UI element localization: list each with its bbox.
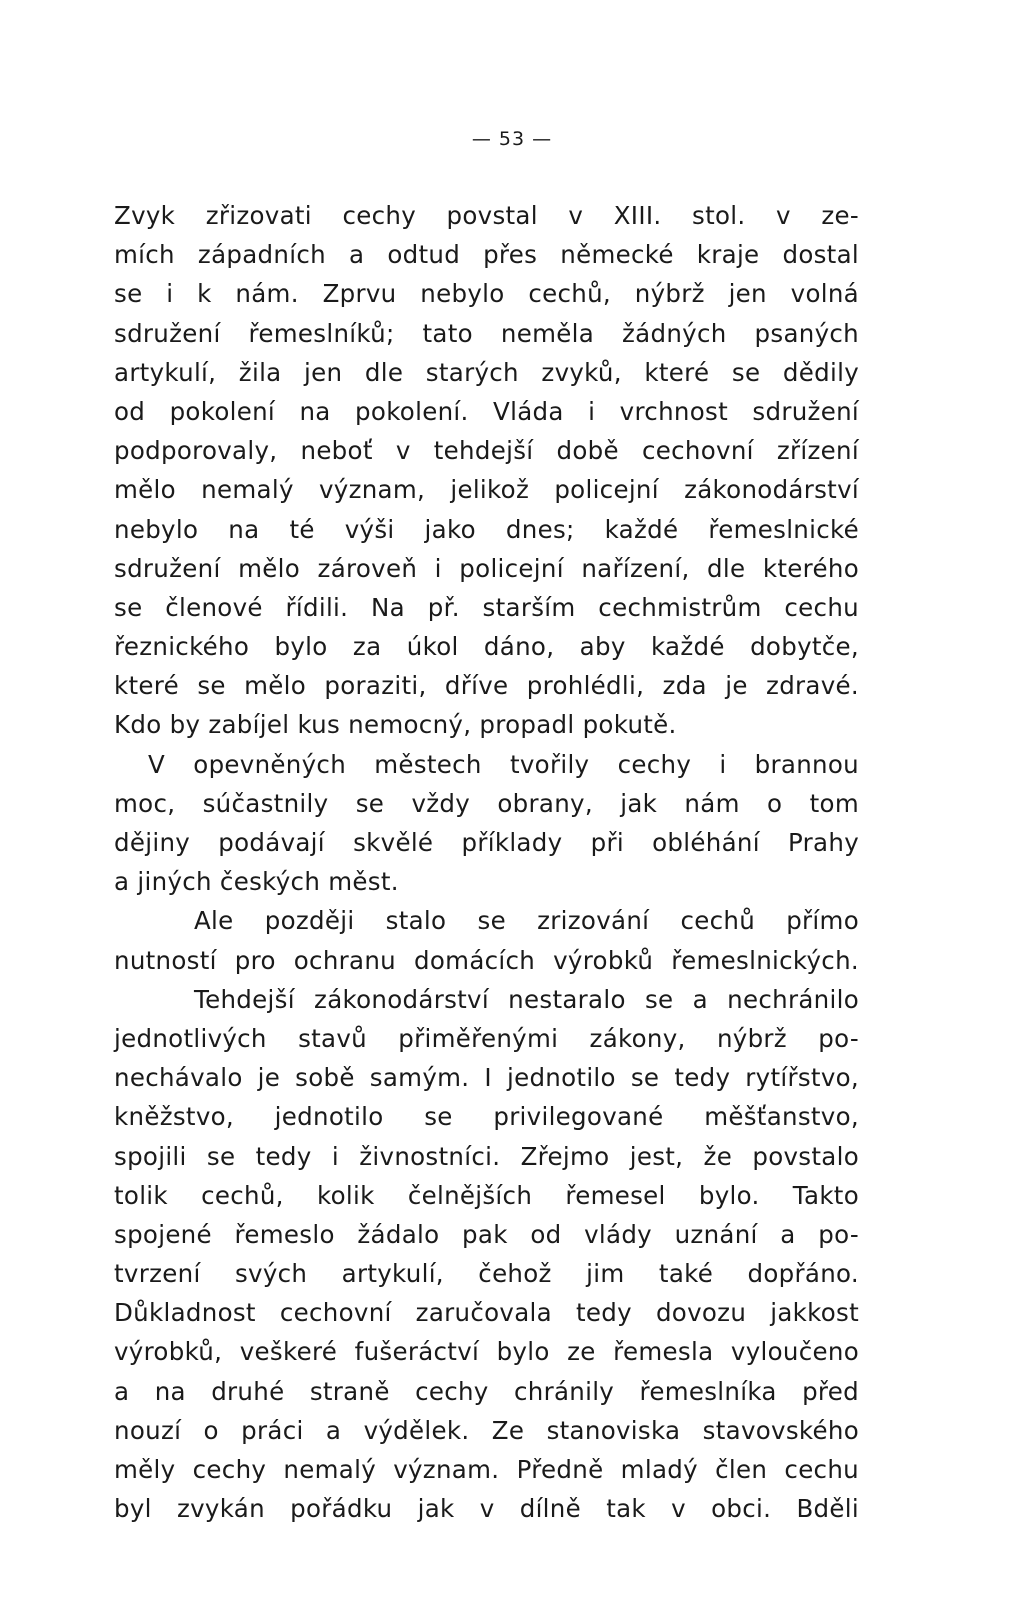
text-line: nutností pro ochranu domácích výrobků řemeslnických. <box>114 945 859 975</box>
text-line: Ale později stalo se zrizování cechů přímo <box>194 906 859 936</box>
text-line: Tehdejší zákonodárství nestaralo se a nechránilo <box>194 984 859 1014</box>
text-line: nouzí o práci a výdělek. Ze stanoviska stavovského <box>114 1415 859 1445</box>
text-line: řeznického bylo za úkol dáno, aby každé dobytče, <box>114 632 859 662</box>
text-line: výrobků, veškeré fušeráctví bylo ze řemesla vyloučeno <box>114 1337 859 1367</box>
text-line: kněžstvo, jednotilo se privilegované měšťanstvo, <box>114 1102 859 1132</box>
text-line: se i k nám. Zprvu nebylo cechů, nýbrž jen volná <box>114 279 859 309</box>
text-line: artykulí, žila jen dle starých zvyků, které se dědily <box>114 357 859 387</box>
text-line: byl zvykán pořádku jak v dílně tak v obci. Bděli <box>114 1494 859 1524</box>
text-line: mích západních a odtud přes německé kraje dostal <box>114 240 859 270</box>
text-line: V opevněných městech tvořily cechy i brannou <box>148 749 859 779</box>
text-line: mělo nemalý význam, jelikož policejní zákonodárství <box>114 475 859 505</box>
text-line: a jiných českých měst. <box>114 867 399 897</box>
page-number: — 53 — <box>471 128 553 150</box>
text-line: spojili se tedy i živnostníci. Zřejmo jest, že povstalo <box>114 1141 859 1171</box>
text-line: nebylo na té výši jako dnes; každé řemeslnické <box>114 514 859 544</box>
text-line: sdružení mělo zároveň i policejní nařízení, dle kterého <box>114 553 859 583</box>
text-line: moc, súčastnily se vždy obrany, jak nám o tom <box>114 788 859 818</box>
text-line: podporovaly, neboť v tehdejší době cechovní zřízení <box>114 436 859 466</box>
text-line: Zvyk zřizovati cechy povstal v XIII. stol. v ze- <box>114 201 859 230</box>
text-line: tvrzení svých artykulí, čehož jim také dopřáno. <box>114 1259 859 1289</box>
text-line: Důkladnost cechovní zaručovala tedy dovozu jakkost <box>114 1298 859 1328</box>
text-line: dějiny podávají skvělé příklady při obléhání Prahy <box>114 828 859 857</box>
text-line: které se mělo poraziti, dříve prohlédli, zda je zdravé. <box>114 671 859 701</box>
text-line: tolik cechů, kolik čelnějších řemesel bylo. Takto <box>114 1180 859 1210</box>
text-line: a na druhé straně cechy chránily řemeslníka před <box>114 1376 859 1406</box>
body-text <box>114 196 859 1528</box>
text-line: nechávalo je sobě samým. I jednotilo se tedy rytířstvo, <box>114 1063 859 1093</box>
text-line: od pokolení na pokolení. Vláda i vrchnost sdružení <box>114 396 859 426</box>
text-line: spojené řemeslo žádalo pak od vlády uznání a po- <box>114 1219 859 1249</box>
text-line: měly cechy nemalý význam. Předně mladý člen cechu <box>114 1455 859 1484</box>
text-line: Kdo by zabíjel kus nemocný, propadl pokutě. <box>114 710 677 740</box>
text-line: sdružení řemeslníků; tato neměla žádných psaných <box>114 318 859 348</box>
text-line: se členové řídili. Na př. starším cechmistrům cechu <box>114 592 859 622</box>
text-line: jednotlivých stavů přiměřenými zákony, nýbrž po- <box>114 1023 859 1053</box>
